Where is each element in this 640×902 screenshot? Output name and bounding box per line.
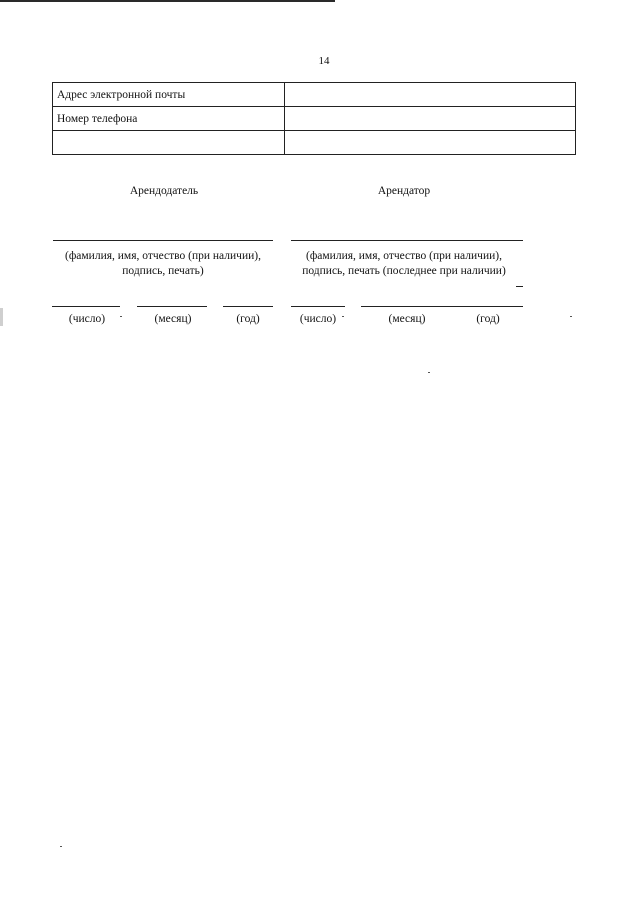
lessee-caption-line1: (фамилия, имя, отчество (при наличии),	[306, 250, 502, 262]
scan-speck	[570, 316, 572, 317]
lessee-day-line	[291, 306, 345, 307]
scan-edge-left	[0, 308, 3, 326]
phone-value	[285, 107, 576, 131]
scan-speck	[60, 846, 62, 847]
lessor-day-line	[52, 306, 120, 307]
scan-speck	[428, 372, 430, 373]
lessee-month-label: (месяц)	[388, 313, 426, 325]
lessee-caption-line2: подпись, печать (последнее при наличии)	[302, 265, 506, 277]
lessor-year-line	[223, 306, 273, 307]
table-row	[53, 131, 576, 155]
lessee-month-year-line	[361, 306, 523, 307]
lessor-caption-line1: (фамилия, имя, отчество (при наличии),	[65, 250, 261, 262]
table-row	[53, 83, 576, 107]
lessor-signature-line	[53, 240, 273, 241]
lessee-caption	[284, 249, 524, 279]
lessor-month-label: (месяц)	[154, 313, 192, 325]
lessee-day-label: (число)	[299, 313, 337, 325]
email-value	[285, 83, 576, 107]
lessor-year-label: (год)	[236, 313, 260, 325]
lessor-caption	[40, 249, 286, 279]
blank-label	[53, 131, 285, 155]
email-label: Адрес электронной почты	[53, 83, 285, 107]
contact-table	[52, 82, 576, 155]
lessee-signature-line	[291, 240, 523, 241]
blank-value	[285, 131, 576, 155]
scan-edge-top	[0, 0, 335, 2]
lessee-year-label: (год)	[476, 313, 500, 325]
phone-label: Номер телефона	[53, 107, 285, 131]
lessee-heading: Арендатор	[377, 185, 431, 197]
lessor-month-line	[137, 306, 207, 307]
lessor-day-label: (число)	[68, 313, 106, 325]
scan-speck	[342, 316, 344, 317]
lessor-caption-line2: подпись, печать)	[122, 265, 204, 277]
lessor-heading: Арендодатель	[129, 185, 199, 197]
page-number: 14	[318, 55, 330, 67]
lessee-caption-dash	[516, 286, 523, 287]
table-row	[53, 107, 576, 131]
scan-speck	[120, 316, 122, 317]
